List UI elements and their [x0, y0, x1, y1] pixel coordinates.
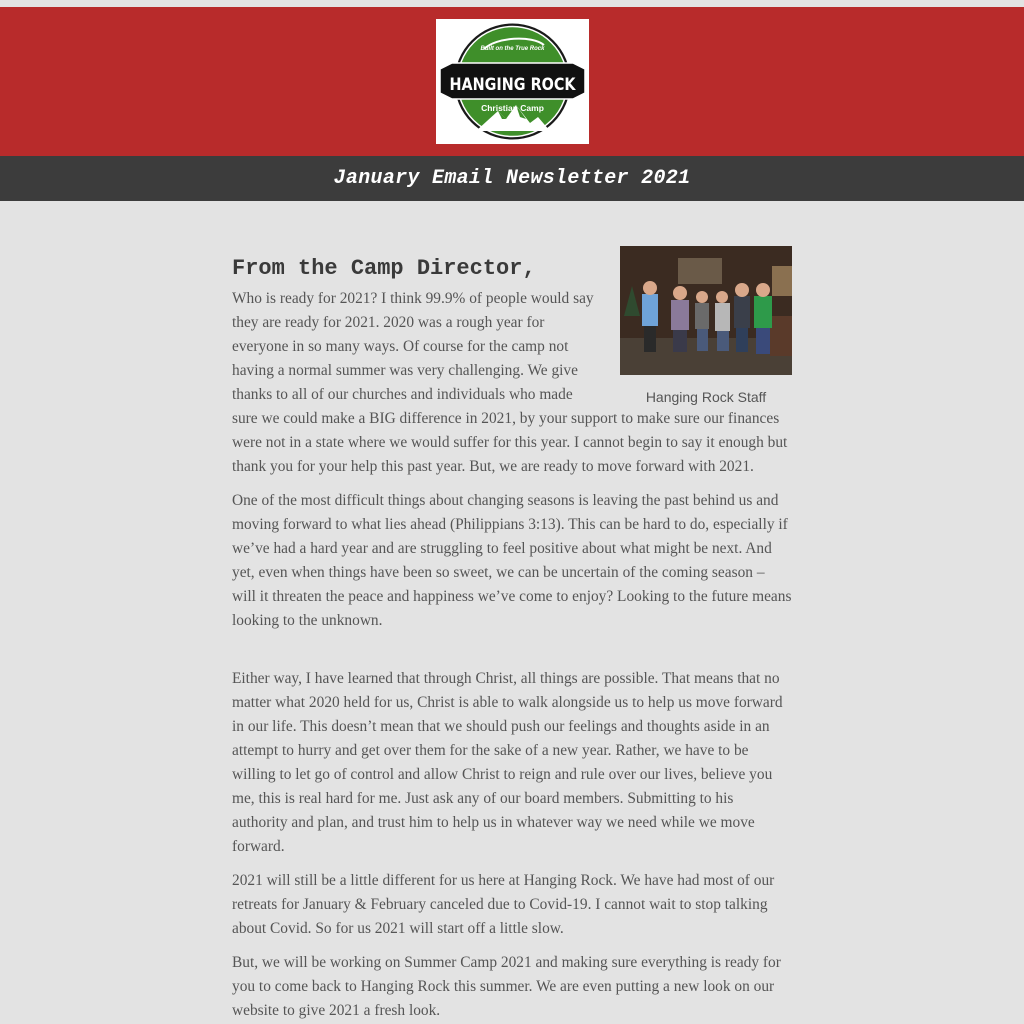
staff-photo[interactable] [620, 246, 792, 375]
newsletter-title: January Email Newsletter 2021 [333, 167, 691, 190]
staff-photo-block [620, 246, 792, 405]
article-paragraph: One of the most difficult things about changing seasons is leaving the past behind us and moving forward to what lies ahead (Philippians 3:13). This can be hard to do, especially if we’ve had a hard year and are struggling to feel positive about what might be next. And yet, even when things have been so sweet, we can be uncertain of the coming season – will it threaten the peace and happiness we’ve come to enjoy? Looking to the future means looking to the unknown. [232, 492, 792, 629]
logo-tagline: Built on the True Rock [480, 46, 545, 52]
article-body [232, 246, 792, 1024]
newsletter-title-bar [0, 156, 1024, 201]
article-paragraph: But, we will be working on Summer Camp 2021 and making sure everything is ready for you to come back to Hanging Rock this summer. We are even putting a new look on our website to give 2021 a fresh look. [232, 954, 781, 1019]
newsletter-header [0, 7, 1024, 156]
article-paragraph: Either way, I have learned that through Christ, all things are possible. That means that no matter what 2020 held for us, Christ is able to walk alongside us to help us move forward in our life. This doesn’t mean that we should push our feelings and thoughts aside in an attempt to hurry and get over them for the sake of a new year. Rather, we have to be willing to let go of control and allow Christ to reign and rule over our lives, believe you me, this is real hard for me. Just ask any of our board members. Submitting to his authority and plan, and trust him to help us in whatever way we need while we move forward. [232, 670, 783, 855]
article-paragraph: 2021 will still be a little different for us here at Hanging Rock. We have had most of our retreats for January & February canceled due to Covid-19. I cannot wait to stop talking about Covid. So for us 2021 will start off a little slow. [232, 872, 775, 937]
logo-graphic [436, 19, 589, 144]
article-paragraph: Who is ready for 2021? I think 99.9% of people would say they are ready for 2021. 2020 was a rough year for everyone in so many ways. Of course for the camp not having a normal summer was very challenging. We give thanks to all of our churches and individuals who made sure we could make a BIG difference in 2021, by your support to make sure our finances were not in a state where we would suffer for this year. I cannot begin to say it enough but thank you for your help this past year. But, we are ready to move forward with 2021. [232, 290, 788, 475]
camp-logo[interactable] [436, 19, 589, 144]
logo-subtitle: Christian Camp [481, 103, 544, 113]
top-strip [0, 0, 1024, 7]
photo-caption: Hanging Rock Staff [645, 389, 767, 405]
logo-name: HANGING ROCK [449, 75, 577, 95]
article-heading: From the Camp Director, [232, 256, 536, 281]
